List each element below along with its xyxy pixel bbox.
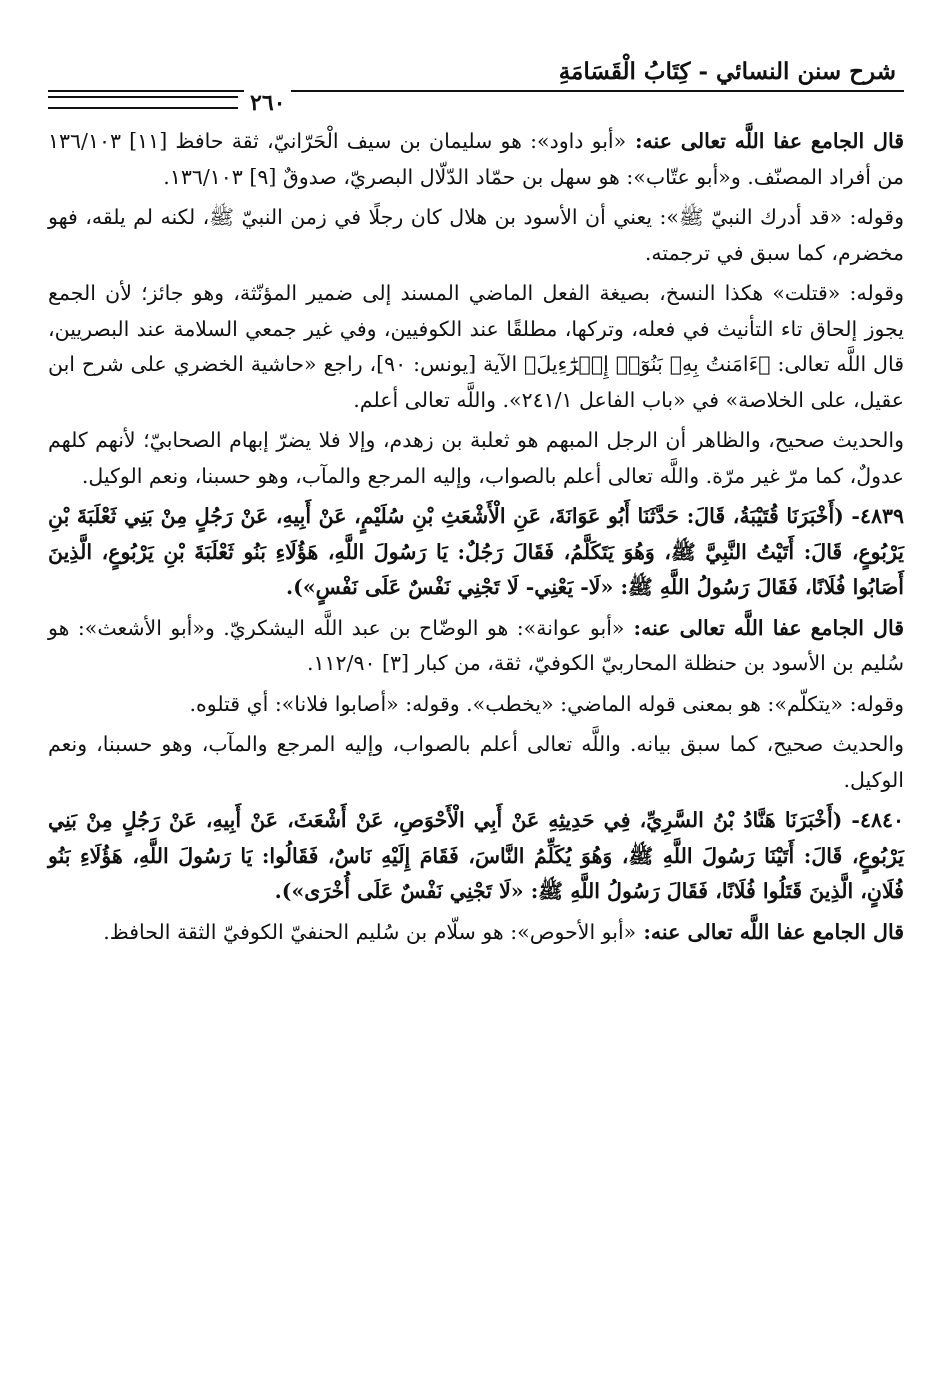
commentary-paragraph (48, 124, 904, 195)
paragraph-lead: قال الجامع عفا اللَّه تعالى عنه: (626, 129, 904, 153)
running-title: شرح سنن النسائي - كِتَابُ الْقَسَامَةِ (558, 58, 896, 85)
page-header (48, 48, 904, 116)
paragraph-text: «أبو داود»: هو سليمان بن سيف الْحَرّانيّ، ثقة حافظ [١١] ١٣٦/١٠٣ من أفراد المصنّف. و«أبو عتّاب»: هو سهل بن حمّاد الدّلّال البصريّ، صدوقٌ [٩] ١٣٦/١٠٣. (48, 129, 904, 189)
commentary-paragraph (48, 727, 904, 798)
page-number: ٢٦٠ (244, 90, 291, 116)
hadith-text: ٤٨٣٩- (أَخْبَرَنَا قُتَيْبَةُ، قَالَ: حَدَّثَنَا أَبُو عَوَانَةَ، عَنِ الْأَشْعَثِ بْنِ سُلَيْمٍ، عَنْ أَبِيهِ، عَنْ رَجُلٍ مِنْ بَنِي ثَعْلَبَةَ بْنِ يَرْبُوعٍ، قَالَ: أَتَيْتُ النَّبِيَّ ﷺ، وَهُوَ يَتَكَلَّمُ، فَقَالَ رَجُلٌ: يَا رَسُولَ اللَّهِ، هَؤُلَاءِ بَنُو ثَعْلَبَةَ بْنِ يَرْبُوعٍ، الَّذِينَ أَصَابُوا فُلَانًا، فَقَالَ رَسُولُ اللَّهِ ﷺ: «لَا- يَعْنِي- لَا تَجْنِي نَفْسٌ عَلَى نَفْسٍ»). (48, 504, 904, 599)
commentary-paragraph (48, 276, 904, 418)
commentary-paragraph (48, 915, 904, 951)
paragraph-text: وقوله: «قتلت» هكذا النسخ، بصيغة الفعل الماضي المسند إلى ضمير المؤنّثة، وهو جائز؛ لأن الجمع يجوز إلحاق تاء التأنيث في فعله، وتركها، مطلقًا عند الكوفيين، وفي غير جمعي السلامة عند البصريين، قال اللَّه تعالى: ﴿ءَامَنتُ بِهِۦ بَنُوٓا۟ إِسۡرَٰٓءِيلَ﴾ الآية [يونس: ٩٠]، راجع «حاشية الخضري على شرح ابن عقيل، على الخلاصة» في «باب الفاعل ٢٤١/١». واللَّه تعالى أعلم. (48, 281, 904, 412)
hadith-paragraph (48, 803, 904, 910)
page-body (48, 124, 904, 950)
paragraph-lead: قال الجامع عفا اللَّه تعالى عنه: (636, 919, 904, 944)
paragraph-text: والحديث صحيح، كما سبق بيانه. واللَّه تعالى أعلم بالصواب، وإليه المرجع والمآب، وهو حسبنا، ونعم الوكيل. (48, 732, 904, 792)
header-rule (48, 90, 904, 92)
paragraph-text: وقوله: «يتكلّم»: هو بمعنى قوله الماضي: «يخطب». وقوله: «أصابوا فلانا»: أي قتلوه. (189, 691, 904, 716)
paragraph-text: والحديث صحيح، والظاهر أن الرجل المبهم هو ثعلبة بن زهدم، وإلا فلا يضرّ إبهام الصحابيّ؛ لأنهم كلهم عدولٌ، كما مرّ غير مرّة. واللَّه تعالى أعلم بالصواب، وإليه المرجع والمآب، وهو حسبنا، ونعم الوكيل. (48, 428, 904, 488)
hadith-text: ٤٨٤٠- (أَخْبَرَنَا هَنَّادُ بْنُ السَّرِيِّ، فِي حَدِيثِهِ عَنْ أَبِي الْأَحْوَصِ، عَنْ أَشْعَثَ، عَنْ أَبِيهِ، عَنْ رَجُلٍ مِنْ بَنِي يَرْبُوعٍ، قَالَ: أَتَيْنَا رَسُولَ اللَّهِ ﷺ، وَهُوَ يُكَلِّمُ النَّاسَ، فَقَامَ إِلَيْهِ نَاسٌ، فَقَالُوا: يَا رَسُولَ اللَّهِ، هَؤُلَاءِ بَنُو فُلَانٍ، الَّذِينَ قَتَلُوا فُلَانًا، فَقَالَ رَسُولُ اللَّهِ ﷺ: «لَا تَجْنِي نَفْسٌ عَلَى أُخْرَى»). (48, 808, 904, 903)
commentary-paragraph (48, 423, 904, 494)
paragraph-text: «أبو عوانة»: هو الوضّاح بن عبد اللَّه اليشكريّ. و«أبو الأشعث»: هو سُليم بن الأسود بن حنظلة المحاربيّ الكوفيّ، ثقة، من كبار [٣] ١١٢/٩٠. (48, 615, 904, 675)
book-page (48, 48, 904, 1338)
paragraph-lead: قال الجامع عفا اللَّه تعالى عنه: (624, 615, 904, 640)
commentary-paragraph (48, 200, 904, 271)
commentary-paragraph (48, 687, 904, 723)
header-double-rule (48, 96, 238, 109)
commentary-paragraph (48, 611, 904, 682)
paragraph-text: «أبو الأحوص»: هو سلّام بن سُليم الحنفيّ الكوفيّ الثقة الحافظ. (103, 919, 637, 944)
hadith-paragraph (48, 499, 904, 606)
paragraph-text: وقوله: «قد أدرك النبيّ ﷺ»: يعني أن الأسود بن هلال كان رجلًا في زمن النبيّ ﷺ، لكنه لم يلقه، فهو مخضرم، كما سبق في ترجمته. (48, 205, 904, 265)
